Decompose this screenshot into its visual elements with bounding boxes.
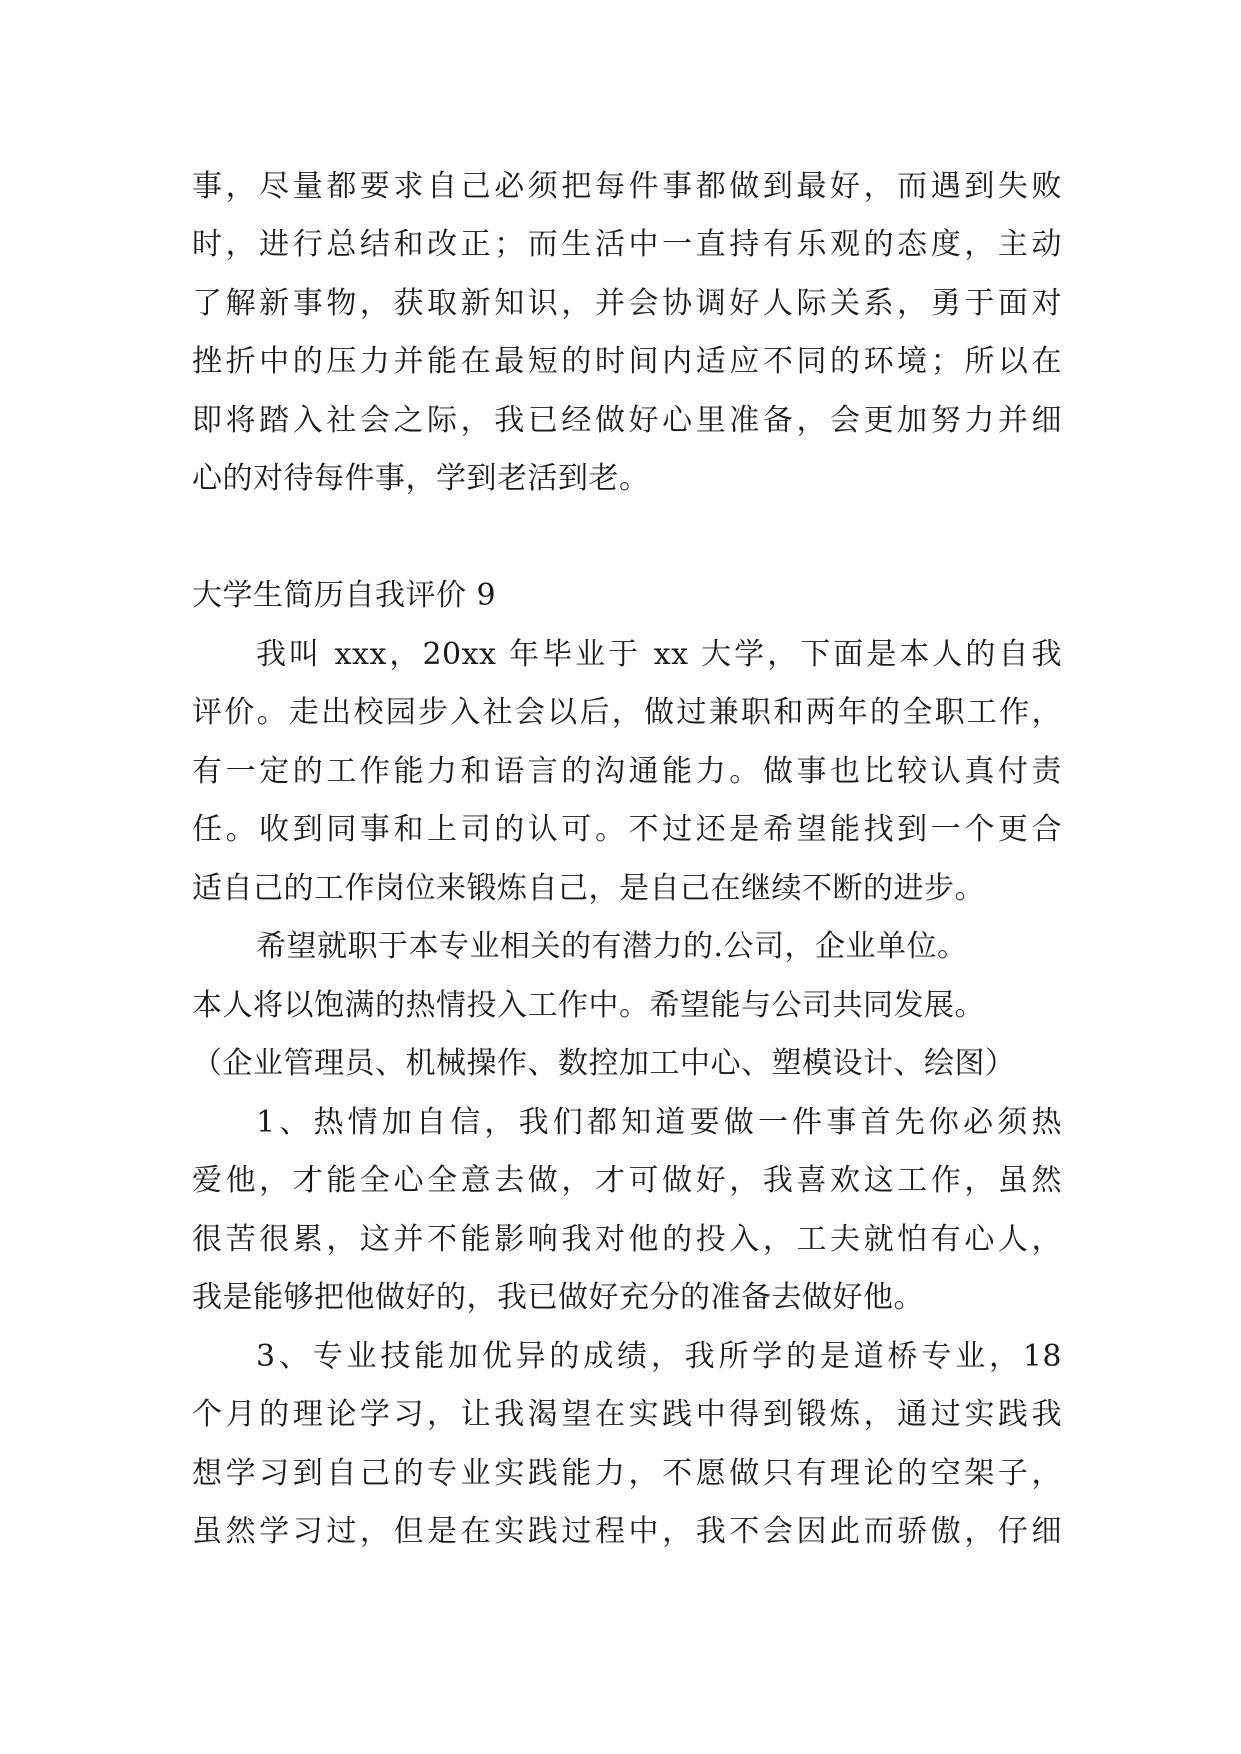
text-line: 时，进行总结和改正；而生活中一直持有乐观的态度，主动 bbox=[192, 227, 1062, 262]
text-line: 适自己的工作岗位来锻炼自己，是自己在继续不断的进步。 bbox=[192, 871, 985, 906]
text-line: 本人将以饱满的热情投入工作中。希望能与公司共同发展。 bbox=[192, 988, 985, 1023]
text-line: 评价。走出校园步入社会以后，做过兼职和两年的全职工作， bbox=[192, 695, 1062, 730]
text-line: 挫折中的压力并能在最短的时间内适应不同的环境；所以在 bbox=[192, 344, 1062, 379]
text-line: （企业管理员、机械操作、数控加工中心、塑模设计、绘图） bbox=[192, 1046, 1016, 1081]
text-line: 虽然学习过，但是在实践过程中，我不会因此而骄傲，仔细 bbox=[192, 1514, 1062, 1549]
text-line: 我叫 xxx，20xx 年毕业于 xx 大学，下面是本人的自我 bbox=[256, 637, 1062, 672]
text-line: 1、热情加自信，我们都知道要做一件事首先你必须热 bbox=[256, 1105, 1062, 1140]
text-line: 爱他，才能全心全意去做，才可做好，我喜欢这工作，虽然 bbox=[192, 1163, 1062, 1198]
text-line: 即将踏入社会之际，我已经做好心里准备，会更加努力并细 bbox=[192, 403, 1062, 438]
text-line: 任。收到同事和上司的认可。不过还是希望能找到一个更合 bbox=[192, 812, 1062, 847]
text-line: 事，尽量都要求自己必须把每件事都做到最好，而遇到失败 bbox=[192, 169, 1062, 204]
text-line: 有一定的工作能力和语言的沟通能力。做事也比较认真付责 bbox=[192, 754, 1062, 789]
text-line: 希望就职于本专业相关的有潜力的.公司，企业单位。 bbox=[256, 929, 968, 964]
text-line: 想学习到自己的专业实践能力，不愿做只有理论的空架子， bbox=[192, 1456, 1062, 1491]
text-line: 个月的理论学习，让我渴望在实践中得到锻炼，通过实践我 bbox=[192, 1397, 1062, 1432]
text-line: 很苦很累，这并不能影响我对他的投入，工夫就怕有心人， bbox=[192, 1222, 1062, 1257]
text-line: 3、专业技能加优异的成绩，我所学的是道桥专业，18 bbox=[256, 1339, 1062, 1374]
text-line: 心的对待每件事，学到老活到老。 bbox=[192, 461, 650, 496]
text-line: 我是能够把他做好的，我已做好充分的准备去做好他。 bbox=[192, 1280, 924, 1315]
section-title: 大学生简历自我评价 9 bbox=[192, 578, 497, 613]
text-line: 了解新事物，获取新知识，并会协调好人际关系，勇于面对 bbox=[192, 286, 1062, 321]
